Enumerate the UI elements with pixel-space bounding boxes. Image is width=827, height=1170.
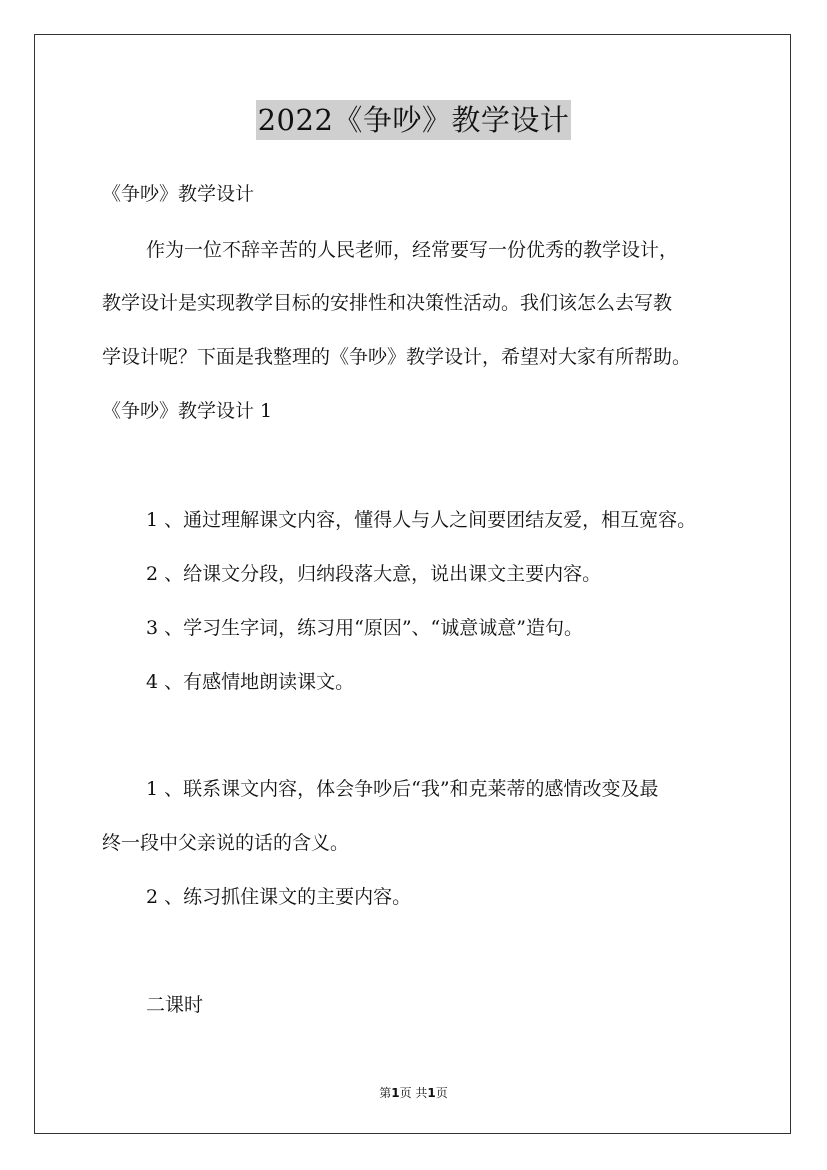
footer-page-total: 1 bbox=[427, 1086, 436, 1100]
footer-mid: 页 共 bbox=[399, 1086, 428, 1100]
document-heading: 《争吵》教学设计 bbox=[102, 183, 255, 205]
page-footer bbox=[0, 1084, 827, 1101]
intro-line-1: 作为一位不辞辛苦的人民老师，经常要写一份优秀的教学设计， bbox=[146, 239, 679, 261]
goal-item-4: 4 、有感情地朗读课文。 bbox=[146, 671, 355, 693]
footer-page-number: 1 bbox=[391, 1086, 400, 1100]
goal-item-3: 3 、学习生字词，练习用“原因”、“诚意诚意”造句。 bbox=[146, 617, 583, 639]
goal-item-2: 2 、给课文分段，归纳段落大意，说出课文主要内容。 bbox=[146, 563, 602, 585]
focus-item-1-cont: 终一段中父亲说的话的含义。 bbox=[102, 832, 350, 854]
intro-line-2: 教学设计是实现教学目标的安排性和决策性活动。我们该怎么去写教 bbox=[102, 292, 673, 314]
document-title: 2022《争吵》教学设计 bbox=[256, 100, 572, 140]
intro-line-3: 学设计呢？下面是我整理的《争吵》教学设计，希望对大家有所帮助。 bbox=[102, 346, 692, 368]
footer-prefix: 第 bbox=[379, 1086, 392, 1100]
focus-item-2: 2 、练习抓住课文的主要内容。 bbox=[146, 886, 412, 908]
title-container bbox=[0, 100, 827, 140]
footer-suffix: 页 bbox=[435, 1086, 448, 1100]
goal-item-1: 1 、通过理解课文内容，懂得人与人之间要团结友爱，相互宽容。 bbox=[146, 509, 697, 531]
lesson-count: 二课时 bbox=[146, 994, 204, 1016]
section-heading: 《争吵》教学设计 1 bbox=[102, 400, 273, 422]
focus-item-1: 1 、联系课文内容，体会争吵后“我”和克莱蒂的感情改变及最 bbox=[146, 778, 659, 800]
